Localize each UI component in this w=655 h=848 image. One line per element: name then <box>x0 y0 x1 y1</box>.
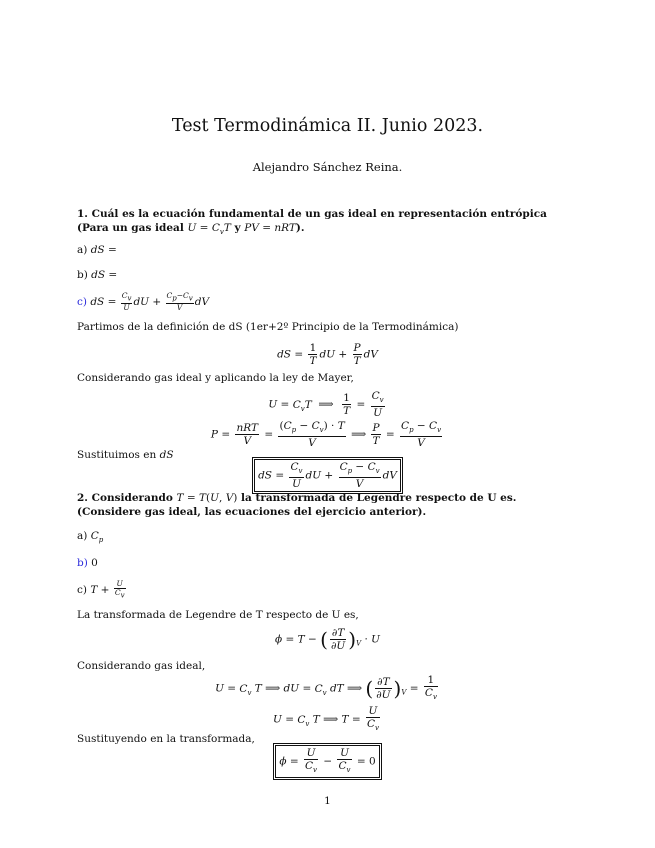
question-1-number: 1. <box>77 208 88 220</box>
q1-equation-2: $U = C_vT$ ⟹ $\frac{1}{T}$ = $\frac{C_v}{U}$ <box>268 390 384 420</box>
question-2-number: 2. <box>77 492 88 504</box>
page-number: 1 <box>324 795 331 807</box>
q2-option-b[interactable]: b) 0 <box>77 557 98 569</box>
q1-result: dS = $\frac{C_v}{U}$ dU + $\frac{C_p - C_v}{V}$ dV <box>0 459 655 492</box>
q1-option-a[interactable]: a) dS = <box>77 244 117 256</box>
q2-option-a[interactable]: a) $C_p$ <box>77 530 104 545</box>
q2-equation-1: ϕ = T − ( $\frac{\partial T}{\partial U}$ )$_V \cdot U$ <box>274 627 380 652</box>
question-1: 1. Cuál es la ecuación fundamental de un gas ideal en representación entrópica (Para un gas ideal $U = C_vT$ y PV = nRT). <box>77 208 547 237</box>
q1-equation-3: P = $\frac{\text{nRT}}{V}$ = $\frac{(C_p - C_v) \cdot T}{V}$ ⟹ $\frac{P}{T}$ = $\frac{C_p - C_v}{V}$ <box>210 420 442 450</box>
q1-equation-1: dS = $\frac{1}{T}$ dU + $\frac{P}{T}$ dV <box>277 342 378 367</box>
document-author: Alejandro Sánchez Reina. <box>252 160 403 174</box>
question-2: 2. Considerando T = T(U, V) la transformada de Legendre respecto de U es. (Considere gas ideal, las ecuaciones del ejercicio anterior). <box>77 492 517 518</box>
q2-option-c[interactable]: c) T + $\frac{U}{C_v}$ <box>77 579 125 600</box>
document-title: Test Termodinámica II. Junio 2023. <box>171 116 484 136</box>
q2-equation-3: $U = C_v$ T ⟹ T = $\frac{U}{C_v}$ <box>273 705 379 733</box>
q1-option-b[interactable]: b) dS = <box>77 269 118 281</box>
q2-result: ϕ = $\frac{U}{C_v}$ − $\frac{U}{C_v}$ = 0 <box>0 745 655 778</box>
q2-equation-2: $U = C_v$ T ⟹ dU = $C_v$ dT ⟹ ( $\frac{\partial T}{\partial U}$ )$_V$ = $\frac{1}{C_v}$ <box>215 674 437 702</box>
q2-explanation-1: La transformada de Legendre de T respecto de U es, <box>77 609 359 621</box>
q2-explanation-2: Considerando gas ideal, <box>77 660 206 672</box>
q1-option-c[interactable]: c) dS = $\frac{C_v}{U}$ dU + $\frac{C_p-C_v}{V}$ dV <box>77 291 210 312</box>
q1-explanation-3: Sustituimos en dS <box>77 449 174 461</box>
q1-explanation-2: Considerando gas ideal y aplicando la ley de Mayer, <box>77 372 354 384</box>
q2-explanation-3: Sustituyendo en la transformada, <box>77 733 255 745</box>
q1-explanation-1: Partimos de la definición de dS (1er+2º Principio de la Termodinámica) <box>77 321 459 333</box>
